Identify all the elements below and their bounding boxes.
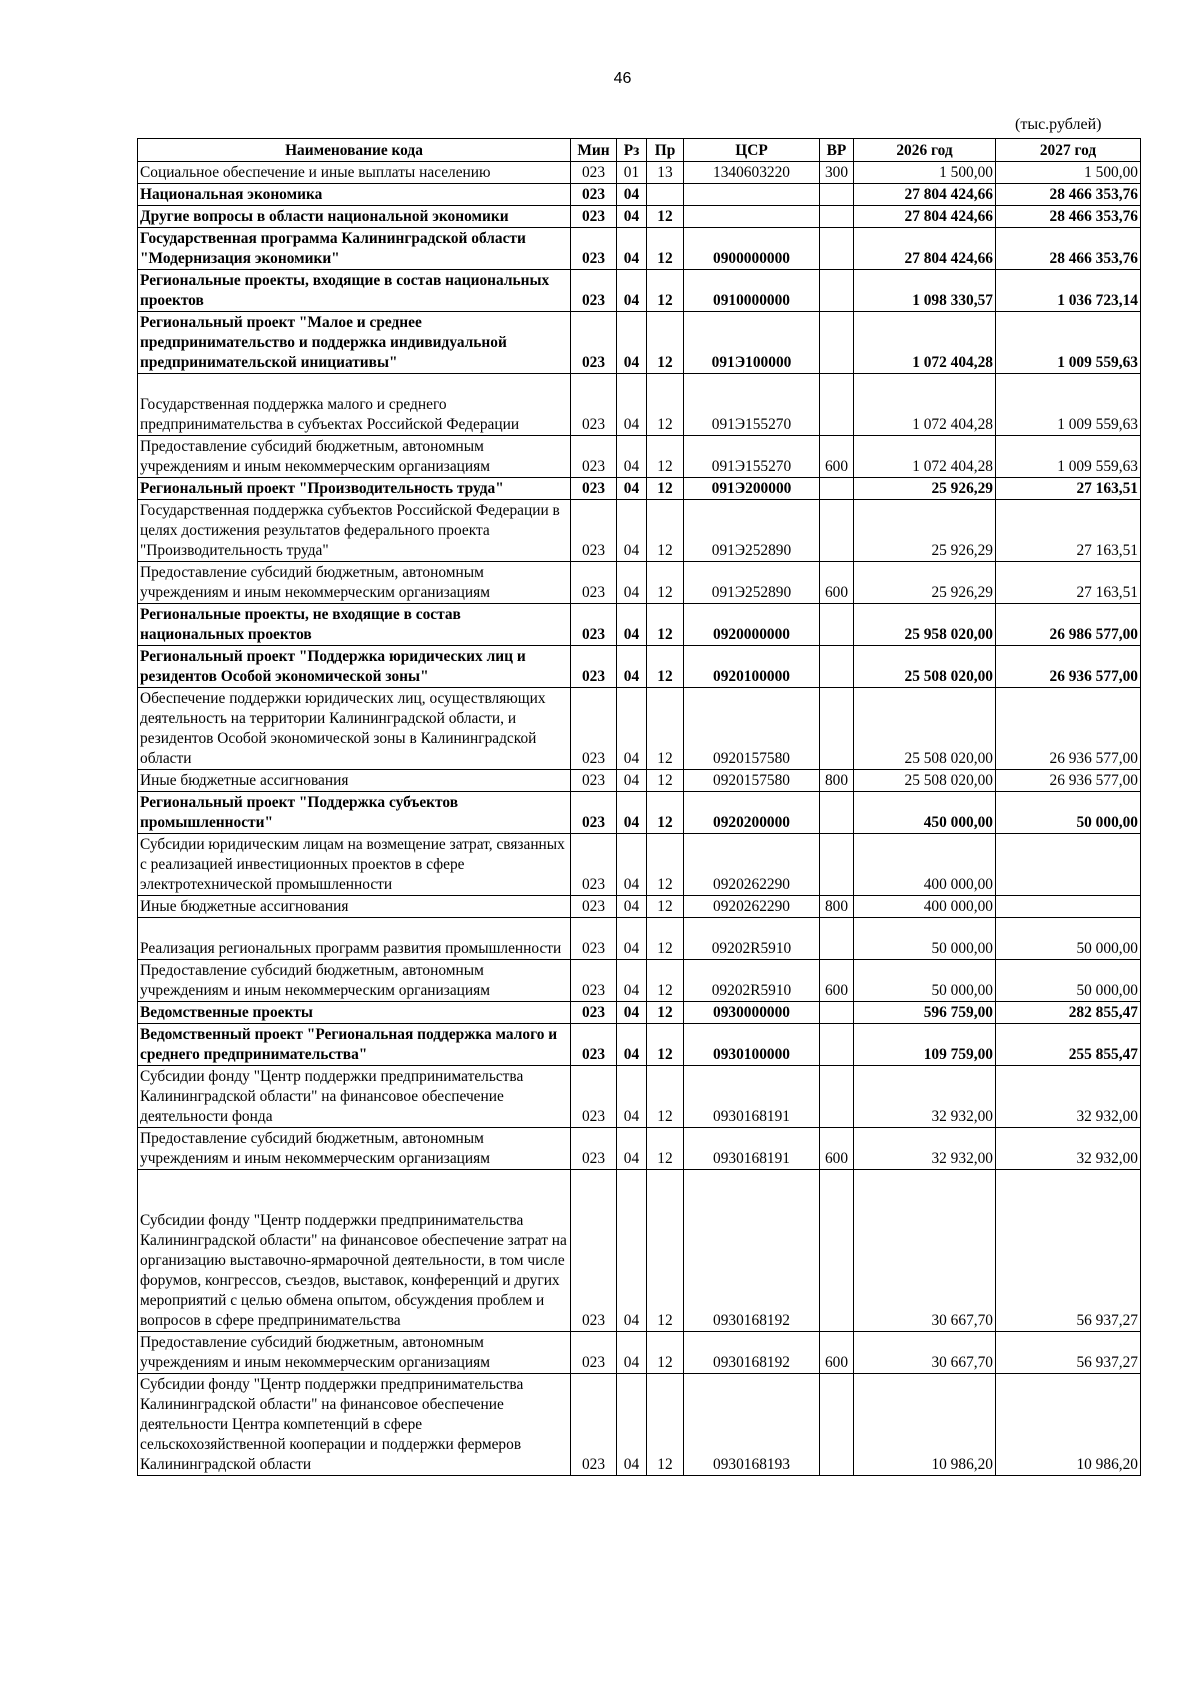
cell-pr: 12 [647,1002,684,1024]
cell-csr: 0920000000 [684,604,820,646]
header-vr: ВР [820,139,854,162]
cell-name: Ведомственный проект "Региональная поддержка малого и среднего предпринимательства" [138,1024,571,1066]
table-row [138,1024,1141,1066]
cell-min: 023 [571,1002,617,1024]
cell-2027: 50 000,00 [996,960,1141,1002]
cell-name: Государственная поддержка малого и среднего предпринимательства в субъектах Российской Федерации [138,374,571,436]
cell-name: Региональный проект "Поддержка субъектов промышленности" [138,792,571,834]
cell-csr: 0920262290 [684,834,820,896]
cell-vr [820,1002,854,1024]
cell-rz: 04 [617,896,647,918]
cell-min: 023 [571,206,617,228]
cell-csr: 0930168193 [684,1374,820,1476]
cell-csr: 09202R5910 [684,960,820,1002]
cell-csr: 0930168191 [684,1128,820,1170]
cell-csr: 0900000000 [684,228,820,270]
cell-2027: 56 937,27 [996,1170,1141,1332]
cell-rz: 04 [617,374,647,436]
header-2027: 2027 год [996,139,1141,162]
header-name: Наименование кода [138,139,571,162]
cell-2027: 1 009 559,63 [996,312,1141,374]
cell-2026: 1 072 404,28 [854,436,996,478]
cell-rz: 04 [617,1332,647,1374]
cell-pr: 12 [647,1128,684,1170]
cell-2027 [996,834,1141,896]
cell-pr: 12 [647,270,684,312]
cell-2026: 25 926,29 [854,500,996,562]
cell-2026: 10 986,20 [854,1374,996,1476]
cell-rz: 04 [617,1128,647,1170]
cell-2026: 27 804 424,66 [854,184,996,206]
cell-rz: 04 [617,478,647,500]
cell-2027: 28 466 353,76 [996,206,1141,228]
cell-pr: 12 [647,896,684,918]
cell-min: 023 [571,1374,617,1476]
cell-2027: 1 500,00 [996,162,1141,184]
cell-vr [820,688,854,770]
cell-pr: 13 [647,162,684,184]
cell-2026: 25 926,29 [854,478,996,500]
cell-csr [684,206,820,228]
table-header-row [138,139,1141,162]
table-row [138,1170,1141,1332]
cell-csr: 091Э155270 [684,436,820,478]
cell-name: Предоставление субсидий бюджетным, автономным учреждениям и иным некоммерческим организациям [138,436,571,478]
cell-min: 023 [571,792,617,834]
cell-name: Региональные проекты, входящие в состав национальных проектов [138,270,571,312]
cell-min: 023 [571,688,617,770]
header-min: Мин [571,139,617,162]
cell-name: Предоставление субсидий бюджетным, автономным учреждениям и иным некоммерческим организациям [138,1332,571,1374]
cell-rz: 04 [617,604,647,646]
table-row [138,162,1141,184]
cell-rz: 04 [617,436,647,478]
cell-csr: 09202R5910 [684,918,820,960]
cell-min: 023 [571,960,617,1002]
cell-2026: 25 508 020,00 [854,770,996,792]
cell-name: Национальная экономика [138,184,571,206]
cell-vr [820,1170,854,1332]
cell-pr: 12 [647,500,684,562]
cell-csr: 091Э100000 [684,312,820,374]
cell-2027: 28 466 353,76 [996,228,1141,270]
cell-csr: 0920200000 [684,792,820,834]
cell-name: Социальное обеспечение и иные выплаты населению [138,162,571,184]
cell-min: 023 [571,834,617,896]
table-row [138,834,1141,896]
table-row [138,206,1141,228]
cell-pr: 12 [647,312,684,374]
cell-pr: 12 [647,834,684,896]
budget-table [137,138,1141,1476]
cell-name: Иные бюджетные ассигнования [138,896,571,918]
cell-vr [820,228,854,270]
cell-vr [820,206,854,228]
cell-pr: 12 [647,1374,684,1476]
cell-min: 023 [571,312,617,374]
cell-2026: 400 000,00 [854,834,996,896]
cell-name: Региональный проект "Малое и среднее предпринимательство и поддержка индивидуальной предпринимательской инициативы" [138,312,571,374]
cell-rz: 04 [617,1002,647,1024]
cell-2027: 26 936 577,00 [996,688,1141,770]
cell-2027: 27 163,51 [996,562,1141,604]
cell-pr: 12 [647,646,684,688]
cell-rz: 04 [617,792,647,834]
cell-vr [820,646,854,688]
cell-vr [820,918,854,960]
cell-vr: 600 [820,960,854,1002]
cell-vr [820,834,854,896]
table-row [138,1002,1141,1024]
cell-2027: 32 932,00 [996,1128,1141,1170]
table-row [138,270,1141,312]
cell-csr: 0930168192 [684,1170,820,1332]
cell-rz: 04 [617,688,647,770]
cell-vr [820,270,854,312]
header-csr: ЦСР [684,139,820,162]
table-row [138,478,1141,500]
cell-rz: 04 [617,500,647,562]
cell-vr [820,184,854,206]
cell-2026: 450 000,00 [854,792,996,834]
cell-name: Государственная поддержка субъектов Российской Федерации в целях достижения результатов федерального проекта "Производительность труда" [138,500,571,562]
cell-csr: 0930000000 [684,1002,820,1024]
table-row [138,896,1141,918]
cell-name: Субсидии юридическим лицам на возмещение затрат, связанных с реализацией инвестиционных проектов в сфере электротехнической промышленности [138,834,571,896]
cell-vr [820,478,854,500]
table-row [138,374,1141,436]
cell-vr [820,500,854,562]
cell-vr [820,374,854,436]
cell-2026: 1 072 404,28 [854,374,996,436]
cell-csr: 0920157580 [684,770,820,792]
cell-csr: 091Э155270 [684,374,820,436]
cell-vr [820,1374,854,1476]
cell-pr: 12 [647,960,684,1002]
cell-rz: 04 [617,1374,647,1476]
cell-rz: 04 [617,1066,647,1128]
cell-rz: 04 [617,562,647,604]
header-2026: 2026 год [854,139,996,162]
cell-name: Иные бюджетные ассигнования [138,770,571,792]
cell-vr: 600 [820,1128,854,1170]
cell-csr: 0920100000 [684,646,820,688]
cell-vr: 800 [820,770,854,792]
cell-pr: 12 [647,436,684,478]
table-row [138,1374,1141,1476]
cell-pr: 12 [647,688,684,770]
cell-rz: 04 [617,646,647,688]
cell-name: Региональный проект "Производительность труда" [138,478,571,500]
cell-pr: 12 [647,1170,684,1332]
cell-2026: 596 759,00 [854,1002,996,1024]
cell-vr [820,312,854,374]
table-row [138,312,1141,374]
table-row [138,228,1141,270]
cell-2027: 28 466 353,76 [996,184,1141,206]
cell-csr: 0930100000 [684,1024,820,1066]
cell-csr: 0920157580 [684,688,820,770]
cell-name: Реализация региональных программ развития промышленности [138,918,571,960]
table-row [138,184,1141,206]
cell-csr: 091Э252890 [684,562,820,604]
cell-2026: 25 508 020,00 [854,688,996,770]
cell-pr: 12 [647,562,684,604]
table-row [138,436,1141,478]
cell-2026: 1 500,00 [854,162,996,184]
cell-rz: 04 [617,960,647,1002]
cell-name: Субсидии фонду "Центр поддержки предпринимательства Калининградской области" на финансовое обеспечение деятельности Центра компетенций в сфере сельскохозяйственной кооперации и поддержки фермеров Калининградской области [138,1374,571,1476]
cell-min: 023 [571,1170,617,1332]
cell-pr [647,184,684,206]
cell-2026: 30 667,70 [854,1170,996,1332]
cell-name: Предоставление субсидий бюджетным, автономным учреждениям и иным некоммерческим организациям [138,1128,571,1170]
cell-csr: 1340603220 [684,162,820,184]
cell-min: 023 [571,896,617,918]
cell-min: 023 [571,162,617,184]
cell-pr: 12 [647,1024,684,1066]
cell-2026: 400 000,00 [854,896,996,918]
cell-rz: 04 [617,312,647,374]
cell-min: 023 [571,436,617,478]
cell-name: Региональные проекты, не входящие в состав национальных проектов [138,604,571,646]
cell-2026: 30 667,70 [854,1332,996,1374]
cell-rz: 04 [617,270,647,312]
cell-name: Ведомственные проекты [138,1002,571,1024]
cell-min: 023 [571,270,617,312]
table-row [138,1066,1141,1128]
cell-2027: 26 936 577,00 [996,770,1141,792]
cell-min: 023 [571,500,617,562]
cell-min: 023 [571,646,617,688]
cell-min: 023 [571,604,617,646]
table-row [138,500,1141,562]
cell-pr: 12 [647,770,684,792]
cell-2027: 50 000,00 [996,792,1141,834]
cell-min: 023 [571,1128,617,1170]
cell-2026: 32 932,00 [854,1066,996,1128]
cell-name: Субсидии фонду "Центр поддержки предпринимательства Калининградской области" на финансовое обеспечение затрат на организацию выставочно-ярмарочной деятельности, в том числе форумов, конгрессов, съездов, выставок, конференций и других мероприятий с целью обмена опытом, обсуждения проблем и вопросов в сфере предпринимательства [138,1170,571,1332]
cell-2027: 1 009 559,63 [996,374,1141,436]
cell-csr: 0930168192 [684,1332,820,1374]
cell-2026: 25 958 020,00 [854,604,996,646]
cell-name: Региональный проект "Поддержка юридических лиц и резидентов Особой экономической зоны" [138,646,571,688]
cell-rz: 04 [617,184,647,206]
cell-min: 023 [571,918,617,960]
table-row [138,960,1141,1002]
cell-2027: 10 986,20 [996,1374,1141,1476]
cell-min: 023 [571,184,617,206]
cell-min: 023 [571,1332,617,1374]
cell-pr: 12 [647,1066,684,1128]
cell-csr: 0910000000 [684,270,820,312]
cell-name: Государственная программа Калининградской области "Модернизация экономики" [138,228,571,270]
cell-name: Предоставление субсидий бюджетным, автономным учреждениям и иным некоммерческим организациям [138,562,571,604]
cell-vr: 300 [820,162,854,184]
cell-2027: 1 009 559,63 [996,436,1141,478]
table-row [138,646,1141,688]
table-row [138,604,1141,646]
cell-pr: 12 [647,478,684,500]
cell-2026: 25 926,29 [854,562,996,604]
cell-name: Обеспечение поддержки юридических лиц, осуществляющих деятельность на территории Калининградской области, и резидентов Особой экономической зоны в Калининградской области [138,688,571,770]
cell-pr: 12 [647,1332,684,1374]
cell-csr: 0930168191 [684,1066,820,1128]
cell-2026: 25 508 020,00 [854,646,996,688]
table-row [138,1128,1141,1170]
unit-label: (тыс.рублей) [1015,116,1102,133]
cell-pr: 12 [647,206,684,228]
cell-rz: 01 [617,162,647,184]
cell-pr: 12 [647,228,684,270]
header-pr: Пр [647,139,684,162]
cell-min: 023 [571,562,617,604]
cell-2027: 27 163,51 [996,500,1141,562]
cell-rz: 04 [617,206,647,228]
cell-vr: 600 [820,562,854,604]
cell-min: 023 [571,770,617,792]
cell-rz: 04 [617,918,647,960]
cell-min: 023 [571,374,617,436]
cell-2027: 282 855,47 [996,1002,1141,1024]
cell-pr: 12 [647,792,684,834]
cell-name: Другие вопросы в области национальной экономики [138,206,571,228]
cell-min: 023 [571,1024,617,1066]
cell-rz: 04 [617,770,647,792]
cell-pr: 12 [647,374,684,436]
cell-2027: 26 936 577,00 [996,646,1141,688]
cell-2027: 27 163,51 [996,478,1141,500]
cell-2027: 1 036 723,14 [996,270,1141,312]
cell-vr: 800 [820,896,854,918]
cell-vr: 600 [820,436,854,478]
cell-2026: 1 072 404,28 [854,312,996,374]
table-row [138,918,1141,960]
cell-csr: 0920262290 [684,896,820,918]
cell-vr [820,792,854,834]
cell-2026: 1 098 330,57 [854,270,996,312]
cell-rz: 04 [617,1024,647,1066]
cell-2026: 109 759,00 [854,1024,996,1066]
cell-2027: 50 000,00 [996,918,1141,960]
cell-rz: 04 [617,834,647,896]
cell-2026: 50 000,00 [854,960,996,1002]
table-row [138,562,1141,604]
cell-2026: 27 804 424,66 [854,206,996,228]
cell-2027: 255 855,47 [996,1024,1141,1066]
header-rz: Рз [617,139,647,162]
table-row [138,688,1141,770]
cell-2026: 50 000,00 [854,918,996,960]
table-row [138,1332,1141,1374]
cell-rz: 04 [617,228,647,270]
cell-rz: 04 [617,1170,647,1332]
cell-2027 [996,896,1141,918]
page-number: 46 [613,70,632,87]
table-row [138,792,1141,834]
cell-name: Предоставление субсидий бюджетным, автономным учреждениям и иным некоммерческим организациям [138,960,571,1002]
cell-vr [820,604,854,646]
cell-pr: 12 [647,604,684,646]
table-row [138,770,1141,792]
cell-csr: 091Э200000 [684,478,820,500]
cell-2027: 56 937,27 [996,1332,1141,1374]
cell-name: Субсидии фонду "Центр поддержки предпринимательства Калининградской области" на финансовое обеспечение деятельности фонда [138,1066,571,1128]
cell-vr: 600 [820,1332,854,1374]
cell-min: 023 [571,1066,617,1128]
cell-vr [820,1066,854,1128]
cell-vr [820,1024,854,1066]
cell-csr: 091Э252890 [684,500,820,562]
cell-2027: 32 932,00 [996,1066,1141,1128]
cell-min: 023 [571,228,617,270]
cell-2026: 32 932,00 [854,1128,996,1170]
cell-2027: 26 986 577,00 [996,604,1141,646]
cell-min: 023 [571,478,617,500]
cell-2026: 27 804 424,66 [854,228,996,270]
table-body [138,162,1141,1476]
cell-csr [684,184,820,206]
cell-pr: 12 [647,918,684,960]
